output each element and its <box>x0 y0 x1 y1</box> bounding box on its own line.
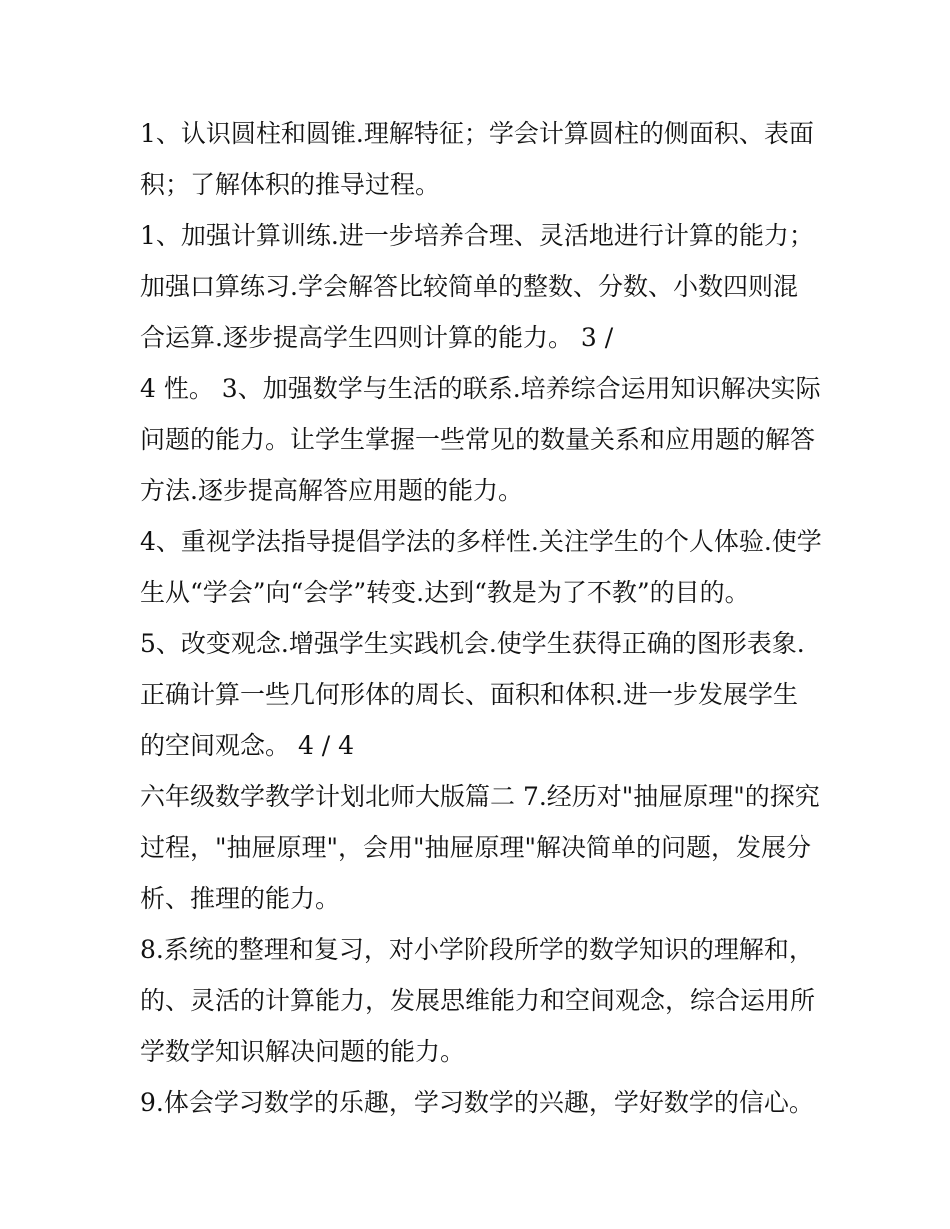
text-line: 生从“学会”向“会学”转变.达到“教是为了不教”的目的。 <box>140 578 750 607</box>
text-line: 合运算.逐步提高学生四则计算的能力。 3 / <box>140 323 614 352</box>
text-line: 六年级数学教学计划北师大版篇二 7.经历对"抽屉原理"的探究 <box>140 782 820 811</box>
text-line: 5、改变观念.增强学生实践机会.使学生获得正确的图形表象. <box>140 629 805 658</box>
text-line: 正确计算一些几何形体的周长、面积和体积.进一步发展学生 <box>140 680 798 709</box>
text-line: 4 性。 3、加强数学与生活的联系.培养综合运用知识解决实际 <box>140 374 821 403</box>
text-line: 1、认识圆柱和圆锥.理解特征；学会计算圆柱的侧面积、表面 <box>140 119 814 148</box>
text-line: 方法.逐步提高解答应用题的能力。 <box>140 476 523 505</box>
text-line: 加强口算练习.学会解答比较简单的整数、分数、小数四则混 <box>140 272 798 301</box>
text-line: 析、推理的能力。 <box>140 884 341 913</box>
text-line: 4、重视学法指导提倡学法的多样性.关注学生的个人体验.使学 <box>140 527 822 556</box>
text-line: 过程，"抽屉原理"，会用"抽屉原理"解决简单的问题，发展分 <box>140 833 811 862</box>
text-line: 积；了解体积的推导过程。 <box>140 170 441 199</box>
text-line: 问题的能力。让学生掌握一些常见的数量关系和应用题的解答 <box>140 425 816 454</box>
text-line: 8.系统的整理和复习，对小学阶段所学的数学知识的理解和， <box>140 935 814 964</box>
document-body <box>140 108 820 1128</box>
text-line: 学数学知识解决问题的能力。 <box>140 1037 466 1066</box>
text-line: 的空间观念。 4 / 4 <box>140 731 355 760</box>
text-line: 9.体会学习数学的乐趣，学习数学的兴趣，学好数学的信心。 <box>140 1088 814 1117</box>
text-line: 的、灵活的计算能力，发展思维能力和空间观念，综合运用所 <box>140 986 816 1015</box>
text-line: 1、加强计算训练.进一步培养合理、灵活地进行计算的能力； <box>140 221 814 250</box>
